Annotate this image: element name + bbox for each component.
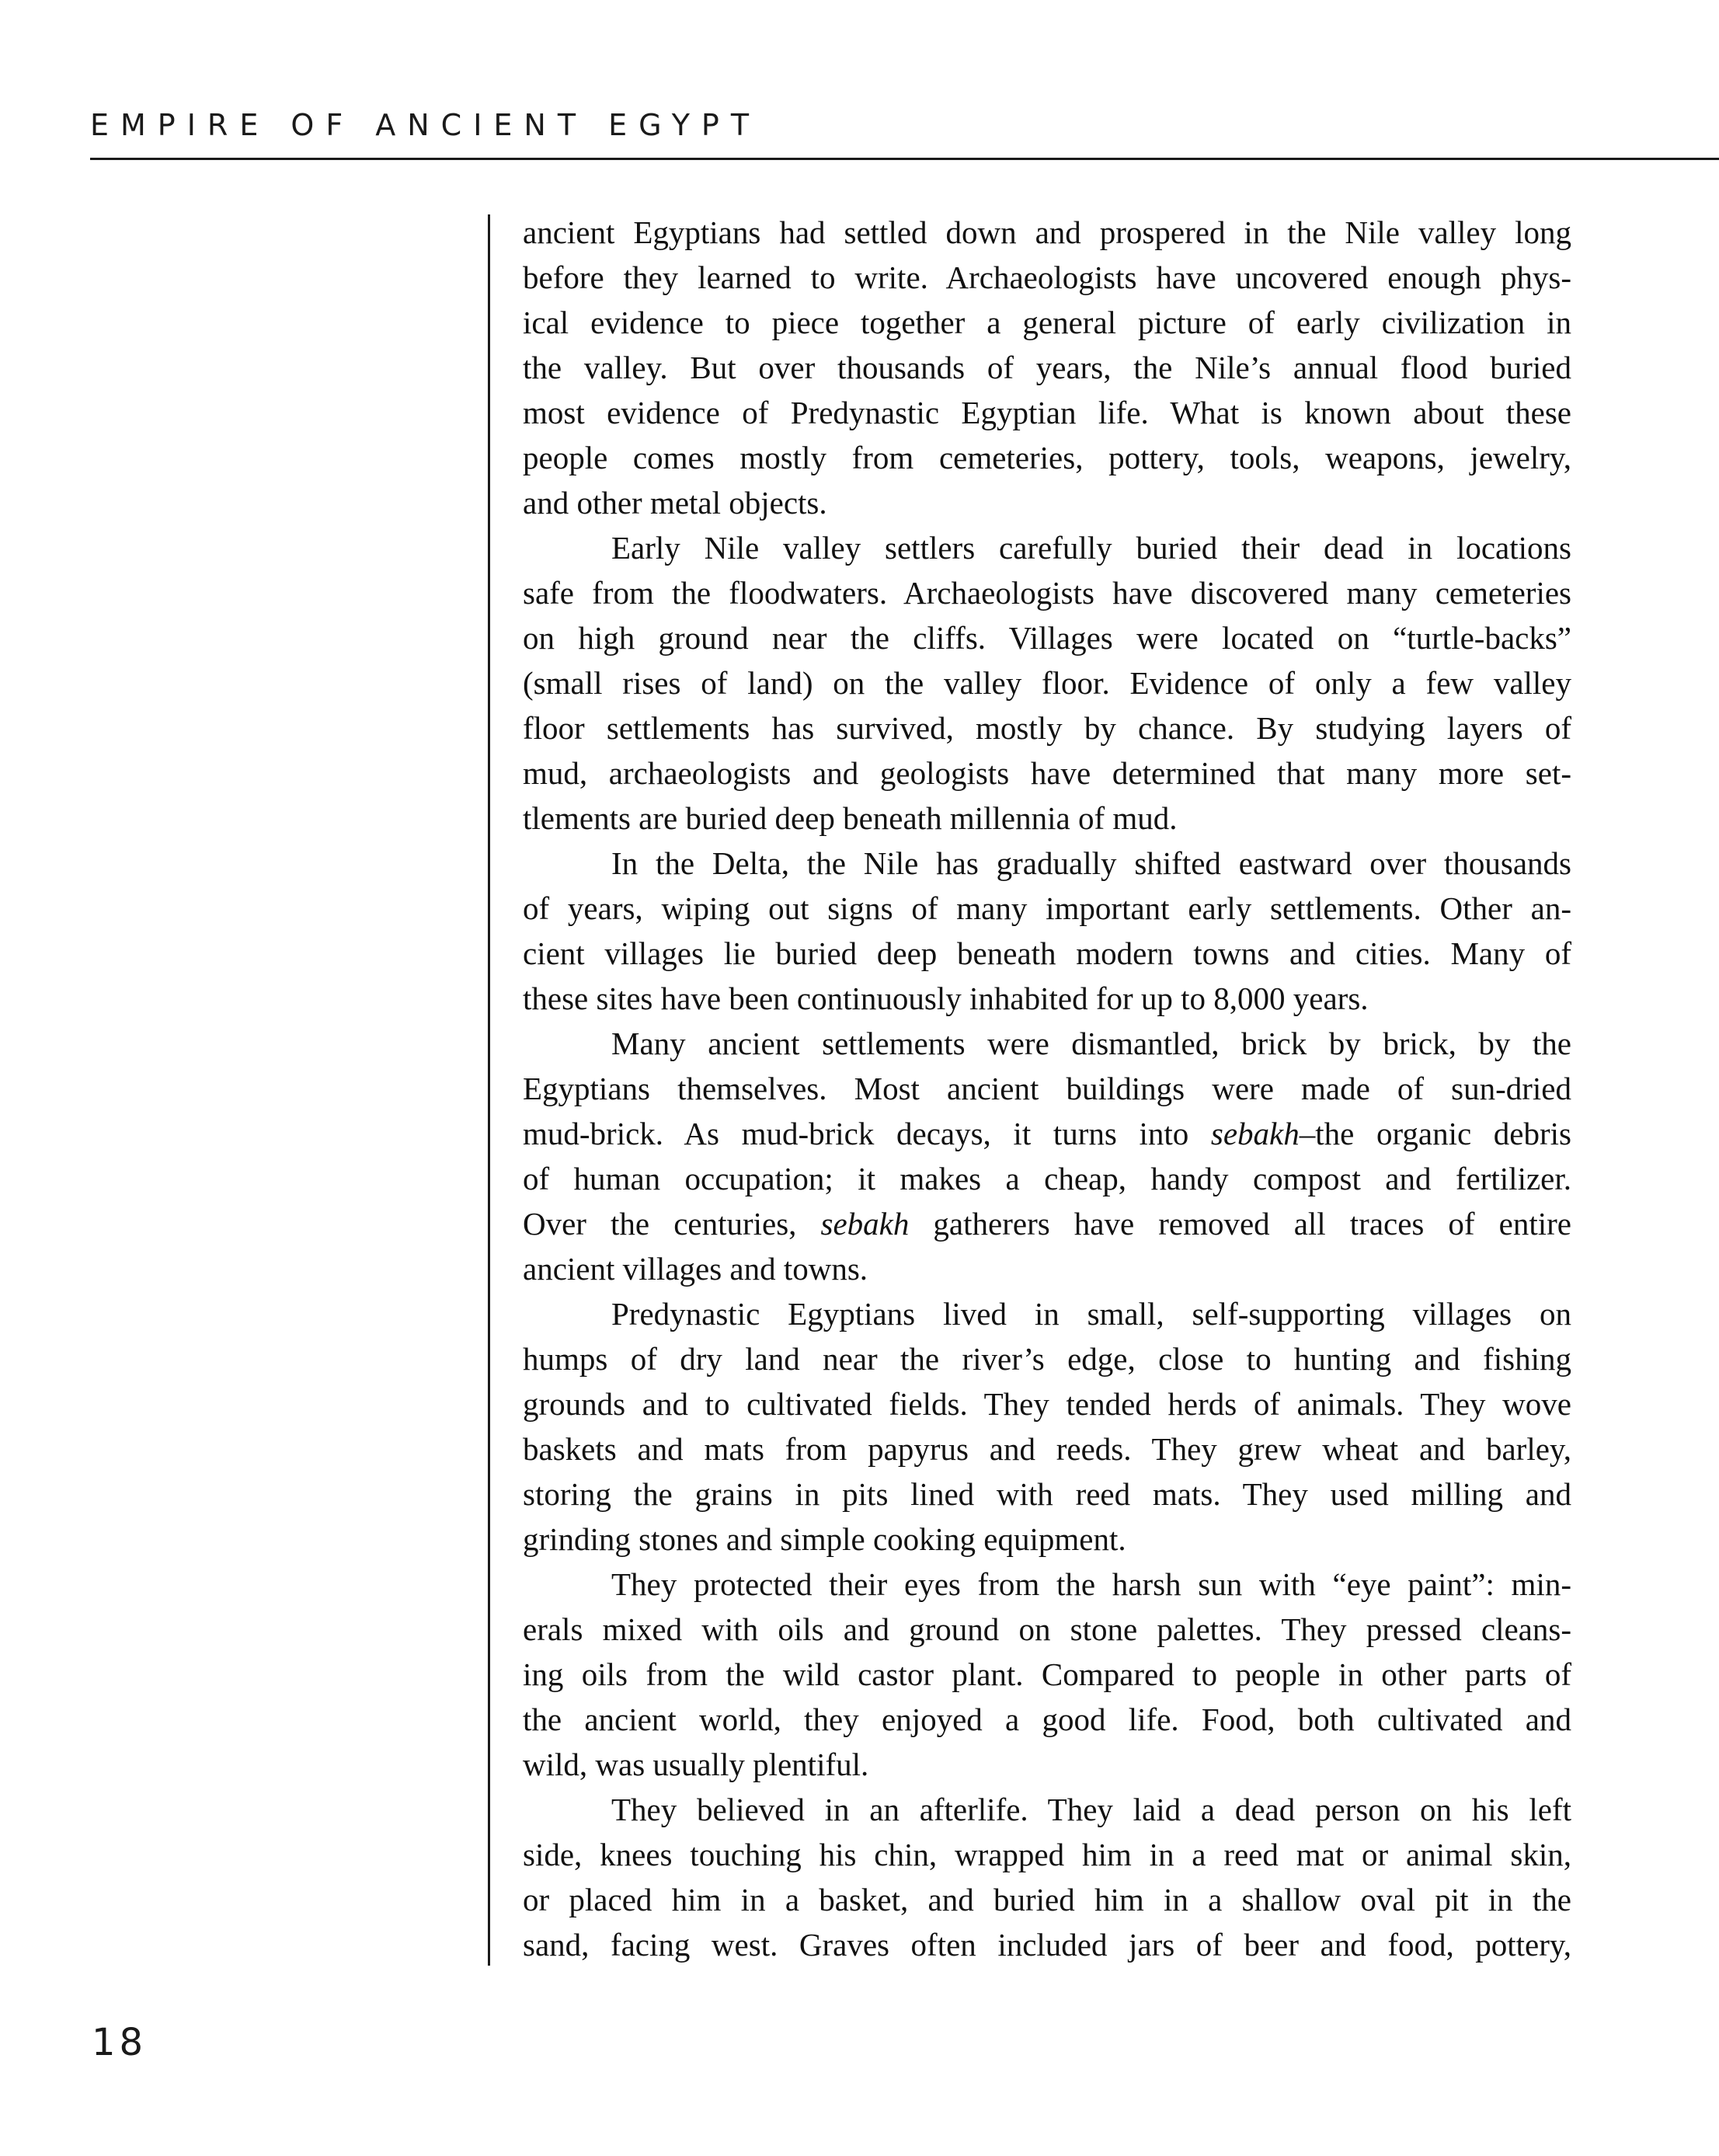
text-line: the valley. But over thousands of years, the Nile’s annual flood buried [523,350,1571,385]
text-line: side, knees touching his chin, wrapped him in a reed mat or animal skin, [523,1837,1571,1872]
text-line: grounds and to cultivated fields. They tended herds of animals. They wove [523,1386,1571,1422]
text-line: mud, archaeologists and geologists have determined that many more set- [523,755,1571,791]
text-line: of years, wiping out signs of many important early settlements. Other an- [523,890,1571,926]
paragraph-first-line: Predynastic Egyptians lived in small, self-supporting villages on [611,1296,1571,1332]
text-line: tlements are buried deep beneath millennia of mud. [523,800,1178,836]
text-line: ing oils from the wild castor plant. Compared to people in other parts of [523,1656,1571,1692]
italic-term: sebakh [820,1206,910,1242]
text-segment: –the organic debris [1299,1116,1571,1151]
text-line: sand, facing west. Graves often included jars of beer and food, pottery, [523,1927,1571,1963]
paragraph-first-line: They protected their eyes from the harsh sun with “eye paint”: min- [611,1566,1571,1602]
text-line: people comes mostly from cemeteries, pottery, tools, weapons, jewelry, [523,440,1571,475]
text-line: (small rises of land) on the valley floor. Evidence of only a few valley [523,665,1571,701]
text-segment: mud-brick. As mud-brick decays, it turns into [523,1116,1211,1151]
text-line: ancient villages and towns. [523,1251,868,1287]
text-line: these sites have been continuously inhabited for up to 8,000 years. [523,980,1369,1016]
text-line: safe from the floodwaters. Archaeologists have discovered many cemeteries [523,575,1571,611]
text-line: storing the grains in pits lined with reed mats. They used milling and [523,1476,1571,1512]
text-line: humps of dry land near the river’s edge, close to hunting and fishing [523,1341,1571,1377]
text-segment: gatherers have removed all traces of entire [909,1206,1571,1242]
running-head: EMPIRE OF ANCIENT EGYPT [90,108,761,142]
text-line: or placed him in a basket, and buried him in a shallow oval pit in the [523,1882,1571,1917]
text-line: Egyptians themselves. Most ancient buildings were made of sun-dried [523,1071,1571,1106]
page-number: 18 [92,2021,148,2064]
header-rule [90,158,1719,160]
text-line: cient villages lie buried deep beneath modern towns and cities. Many of [523,935,1571,971]
text-line: floor settlements has survived, mostly by chance. By studying layers of [523,710,1571,746]
italic-term: sebakh [1210,1116,1300,1151]
paragraph-first-line: In the Delta, the Nile has gradually shifted eastward over thousands [611,845,1571,881]
paragraph-first-line: Early Nile valley settlers carefully buried their dead in locations [611,530,1571,566]
text-line: ical evidence to piece together a general picture of early civilization in [523,305,1571,340]
text-line: baskets and mats from papyrus and reeds. They grew wheat and barley, [523,1431,1571,1467]
text-line: most evidence of Predynastic Egyptian life. What is known about these [523,395,1571,430]
text-line-with-italic [523,1201,1571,1246]
text-line-with-italic [523,1111,1571,1156]
text-segment: Over the centuries, [523,1206,821,1242]
paragraph-first-line: They believed in an afterlife. They laid a dead person on his left [611,1792,1571,1827]
text-line: grinding stones and simple cooking equipment. [523,1521,1126,1557]
text-line: ancient Egyptians had settled down and prospered in the Nile valley long [523,214,1571,250]
text-line: wild, was usually plentiful. [523,1747,869,1782]
text-line: erals mixed with oils and ground on stone palettes. They pressed cleans- [523,1611,1571,1647]
text-line: on high ground near the cliffs. Villages were located on “turtle-backs” [523,620,1571,656]
margin-rule [488,214,490,1966]
text-line: before they learned to write. Archaeologists have uncovered enough phys- [523,259,1571,295]
text-line: and other metal objects. [523,485,827,521]
body-text [523,210,1571,1967]
paragraph-first-line: Many ancient settlements were dismantled, brick by brick, by the [611,1026,1571,1061]
text-line: of human occupation; it makes a cheap, handy compost and fertilizer. [523,1161,1571,1196]
text-line: the ancient world, they enjoyed a good life. Food, both cultivated and [523,1701,1571,1737]
